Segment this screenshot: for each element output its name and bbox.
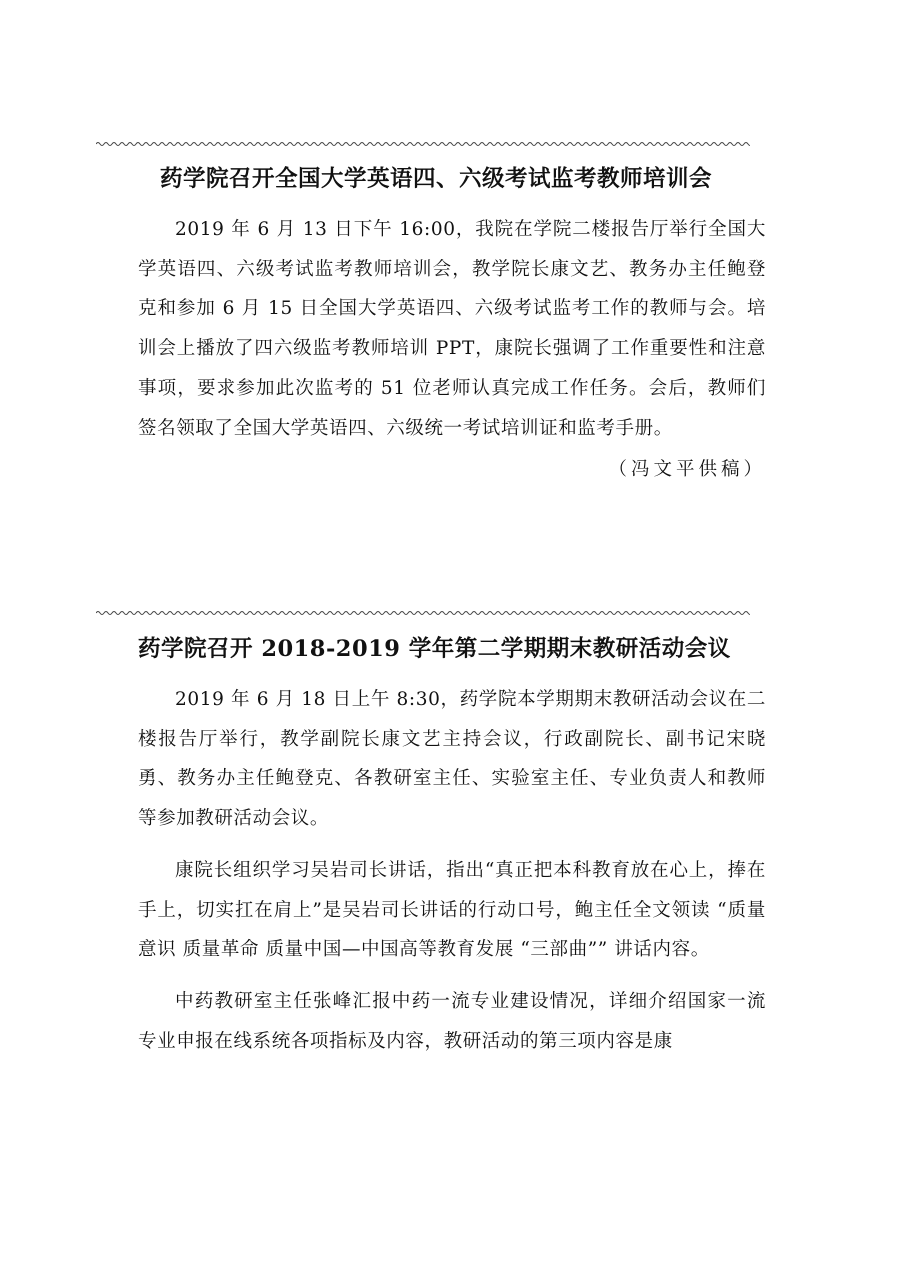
wavy-divider-middle [96, 608, 750, 618]
article-title: 药学院召开全国大学英语四、六级考试监考教师培训会 [160, 166, 713, 192]
wavy-line-icon [96, 608, 750, 618]
article-paragraph: 康院长组织学习吴岩司长讲话，指出“真正把本科教育放在心上，捧在手上，切实扛在肩上”是吴岩司长讲话的行动口号，鲍主任全文领读 “质量意识 质量革命 质量中国—中国高等教育发展 “三部曲”” 讲话内容。 [138, 859, 766, 961]
article-source: （冯文平供稿） [608, 459, 766, 481]
article-title: 药学院召开 2018-2019 学年第二学期期末教研活动会议 [138, 636, 731, 662]
article-cet-training [138, 165, 766, 489]
article-paragraph: 2019 年 6 月 13 日下午 16:00，我院在学院二楼报告厅举行全国大学英语四、六级考试监考教师培训会，教学院长康文艺、教务办主任鲍登克和参加 6 月 15 日全国大学英语四、六级考试监考工作的教师与会。培训会上播放了四六级监考教师培训 PPT，康院长强调了工作重要性和注意事项，要求参加此次监考的 51 位老师认真完成工作任务。会后，教师们签名领取了全国大学英语四、六级统一考试培训证和监考手册。 [138, 219, 766, 439]
article-paragraph: 2019 年 6 月 18 日上午 8:30，药学院本学期期末教研活动会议在二楼报告厅举行，教学副院长康文艺主持会议，行政副院长、副书记宋晓勇、教务办主任鲍登克、各教研室主任、实验室主任、专业负责人和教师等参加教研活动会议。 [138, 689, 766, 830]
article-paragraph: 中药教研室主任张峰汇报中药一流专业建设情况，详细介绍国家一流专业申报在线系统各项指标及内容，教研活动的第三项内容是康 [138, 990, 766, 1052]
article-teaching-research [138, 635, 766, 1061]
wavy-divider-top [96, 139, 750, 149]
wavy-line-icon [96, 139, 750, 149]
